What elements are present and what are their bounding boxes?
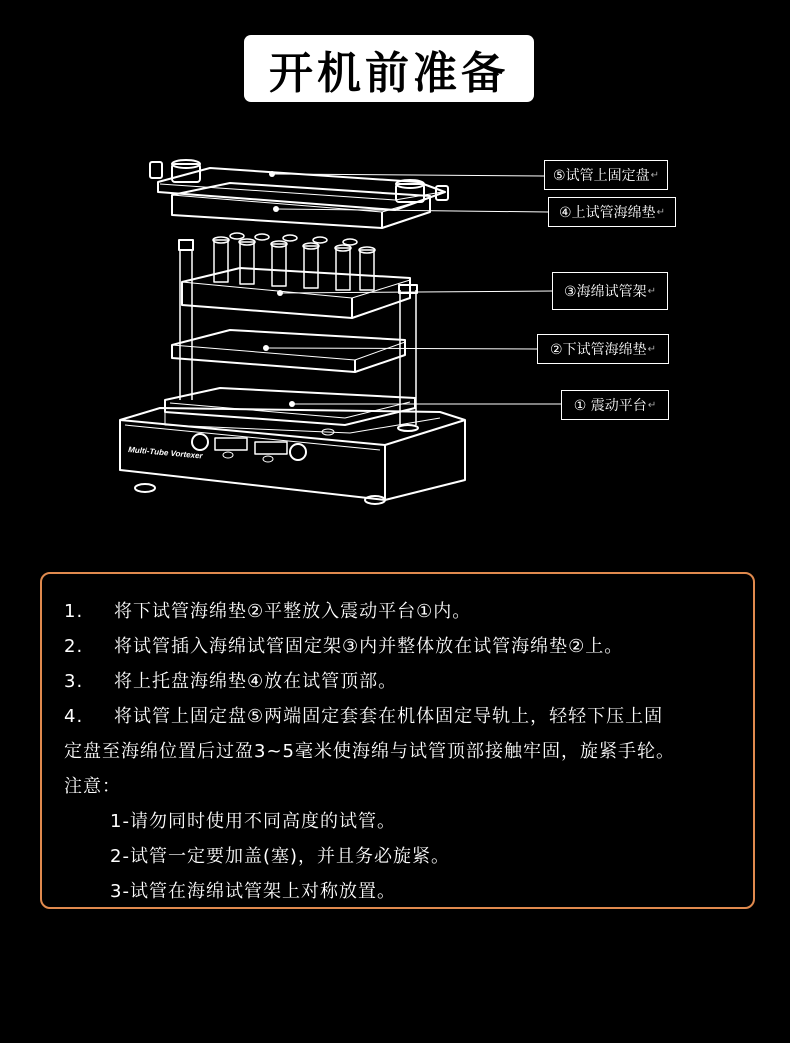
note-2: 2-试管一定要加盖(塞)，并且务必旋紧。 bbox=[110, 846, 450, 867]
callout-label: ⑤试管上固定盘 bbox=[553, 168, 650, 184]
step-number: 4. bbox=[64, 706, 84, 727]
step-4-continued: 定盘至海绵位置后过盈3~5毫米使海绵与试管顶部接触牢固，旋紧手轮。 bbox=[64, 741, 675, 762]
lower-sponge bbox=[172, 330, 405, 372]
step-text: 将下试管海绵垫②平整放入震动平台①内。 bbox=[114, 601, 472, 622]
step-2 bbox=[64, 629, 731, 664]
callout-tube-rack bbox=[552, 272, 668, 310]
callout-label: ②下试管海绵垫 bbox=[550, 342, 647, 358]
tubes bbox=[213, 233, 375, 290]
instructions-box bbox=[40, 572, 755, 909]
device-brand: Multi-Tube Vortexer bbox=[127, 445, 204, 461]
step-number: 3. bbox=[64, 671, 84, 692]
return-mark: ↵ bbox=[656, 206, 665, 218]
return-mark: ↵ bbox=[650, 169, 659, 181]
note-title: 注意： bbox=[64, 776, 121, 797]
step-text: 将试管插入海绵试管固定架③内并整体放在试管海绵垫②上。 bbox=[114, 636, 624, 657]
callout-shaker-platform bbox=[561, 390, 669, 420]
page-title: 开机前准备 bbox=[269, 47, 509, 99]
return-mark: ↵ bbox=[647, 399, 657, 411]
return-mark: ↵ bbox=[647, 285, 656, 297]
step-3 bbox=[64, 664, 731, 699]
step-number: 2. bbox=[64, 636, 84, 657]
callout-lower-sponge bbox=[537, 334, 669, 364]
return-mark: ↵ bbox=[647, 343, 656, 355]
step-text: 将试管上固定盘⑤两端固定套套在机体固定导轨上，轻轻下压上固 bbox=[114, 706, 664, 727]
note-3: 3-试管在海绵试管架上对称放置。 bbox=[110, 881, 396, 902]
step-4 bbox=[64, 699, 731, 734]
callout-label: ④上试管海绵垫 bbox=[559, 205, 656, 221]
callout-upper-sponge bbox=[548, 197, 676, 227]
callout-label: ③海绵试管架 bbox=[564, 284, 647, 300]
step-1 bbox=[64, 594, 731, 629]
upper-sponge bbox=[172, 183, 430, 228]
note-1: 1-请勿同时使用不同高度的试管。 bbox=[110, 811, 396, 832]
shaker-platform bbox=[165, 388, 415, 425]
step-number: 1. bbox=[64, 601, 84, 622]
top-plate bbox=[150, 160, 448, 210]
callout-top-plate bbox=[544, 160, 668, 190]
step-text: 将上托盘海绵垫④放在试管顶部。 bbox=[114, 671, 398, 692]
callout-label: ① 震动平台 bbox=[573, 398, 647, 414]
